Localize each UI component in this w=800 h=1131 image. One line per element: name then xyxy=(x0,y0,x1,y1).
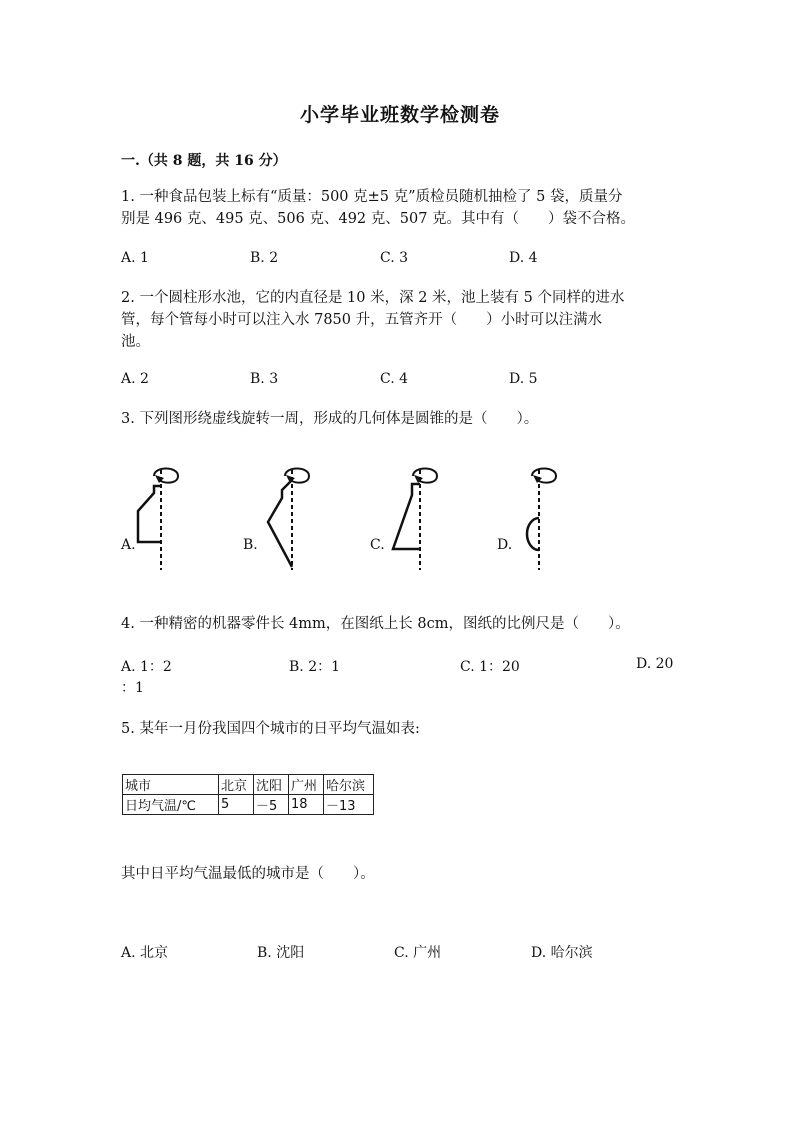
q5-text: 5. 某年一月份我国四个城市的日平均气温如表: xyxy=(121,721,420,737)
q4-option-a: A. 1：2 xyxy=(121,659,172,675)
table-cell: －5 xyxy=(254,795,289,815)
q1-option-b: B. 2 xyxy=(250,250,279,266)
q1-option-d: D. 4 xyxy=(509,250,538,266)
q1-line1: 1. 一种食品包装上标有“质量：500 克±5 克”质检员随机抽检了 5 袋，质量分 xyxy=(121,189,623,205)
q1-line2: 别是 496 克、495 克、506 克、492 克、507 克。其中有（ ）袋不合格。 xyxy=(121,211,636,227)
temperature-table xyxy=(122,774,374,815)
table-cell: 北京 xyxy=(219,775,254,795)
q4-option-d: D. 20 xyxy=(636,656,674,672)
q3-text: 3. 下列图形绕虚线旋转一周，形成的几何体是圆锥的是（ ）。 xyxy=(121,411,539,427)
section-heading: 一.（共 8 题，共 16 分） xyxy=(121,153,287,169)
q5-question: 其中日平均气温最低的城市是（ ）。 xyxy=(121,866,375,882)
q5-option-b: B. 沈阳 xyxy=(257,945,305,961)
page-title: 小学毕业班数学检测卷 xyxy=(299,104,500,126)
q2-option-c: C. 4 xyxy=(380,371,409,387)
q2-option-b: B. 3 xyxy=(250,371,279,387)
figure-b-triangle xyxy=(257,458,377,578)
table-header-row xyxy=(123,775,374,795)
table-cell: 城市 xyxy=(123,775,219,795)
q5-option-c: C. 广州 xyxy=(394,945,442,961)
table-cell: 18 xyxy=(289,795,324,815)
q5-option-d: D. 哈尔滨 xyxy=(531,945,593,961)
table-cell: 5 xyxy=(219,795,254,815)
table-cell: 沈阳 xyxy=(254,775,289,795)
q1-option-c: C. 3 xyxy=(380,250,409,266)
q3-option-d-label: D. xyxy=(497,537,513,553)
table-row xyxy=(123,795,374,815)
table-cell: 哈尔滨 xyxy=(324,775,374,795)
table-cell: 广州 xyxy=(289,775,324,795)
q3-option-a-label: A. xyxy=(121,537,136,553)
figure-d-semicircle xyxy=(508,458,628,578)
q3-option-b-label: B. xyxy=(243,537,258,553)
figure-a-trapezoid xyxy=(130,458,250,578)
table-cell: 日均气温/℃ xyxy=(123,795,219,815)
q4-text: 4. 一种精密的机器零件长 4mm，在图纸上长 8cm，图纸的比例尺是（ ）。 xyxy=(121,616,630,632)
q1-option-a: A. 1 xyxy=(121,250,149,266)
table-cell: －13 xyxy=(324,795,374,815)
figure-c-right-triangle xyxy=(380,458,500,578)
q2-option-d: D. 5 xyxy=(509,371,538,387)
q4-option-c: C. 1：20 xyxy=(460,659,520,675)
q4-option-d-wrap: ：1 xyxy=(121,680,144,696)
q5-option-a: A. 北京 xyxy=(121,945,169,961)
q2-option-a: A. 2 xyxy=(121,371,149,387)
q2-line3: 池。 xyxy=(121,334,150,350)
q2-line2: 管，每个管每小时可以注入水 7850 升，五管齐开（ ）小时可以注满水 xyxy=(121,312,603,328)
q3-option-c-label: C. xyxy=(370,537,385,553)
q2-line1: 2. 一个圆柱形水池，它的内直径是 10 米，深 2 米，池上装有 5 个同样的进水 xyxy=(121,290,625,306)
q4-option-b: B. 2：1 xyxy=(289,659,341,675)
